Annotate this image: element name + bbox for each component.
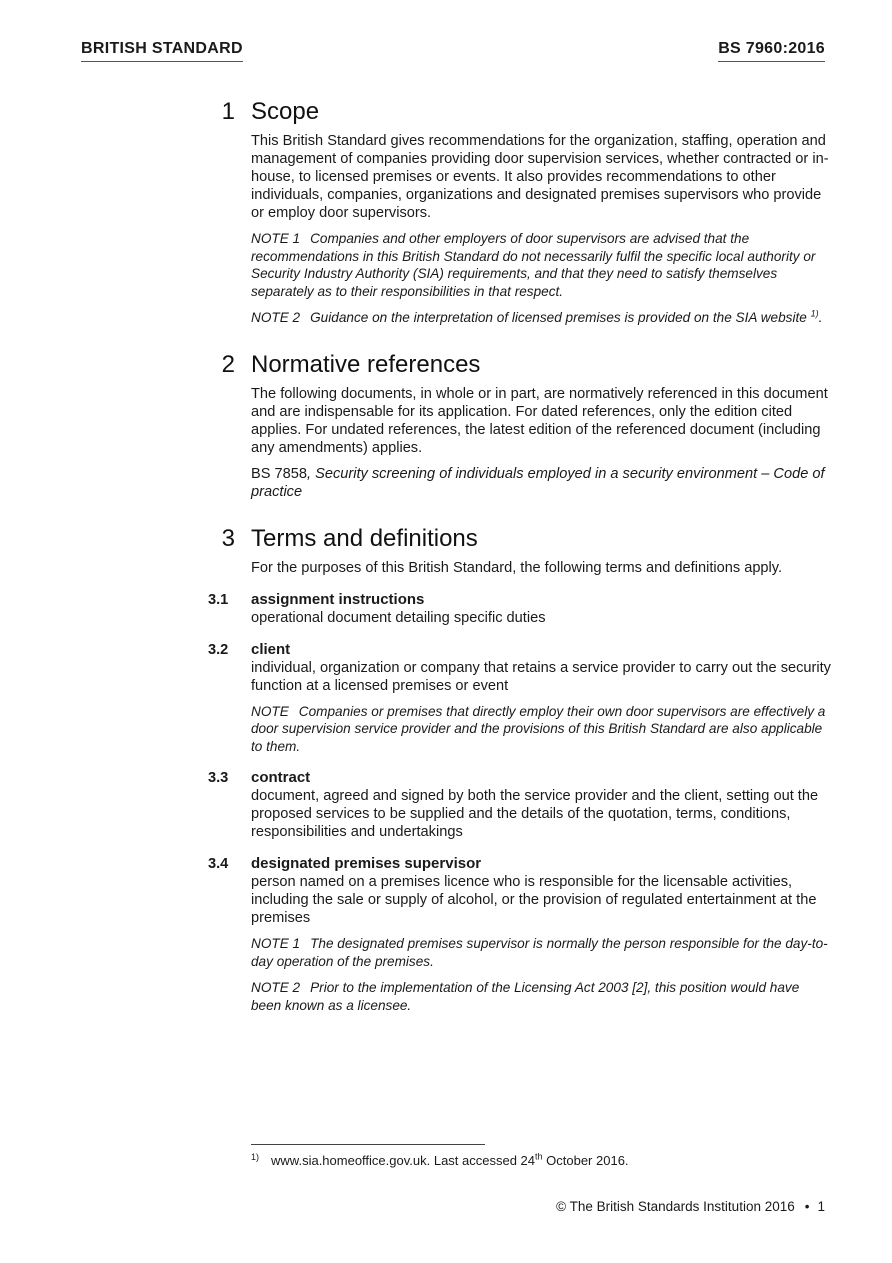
term-title: client	[251, 640, 291, 658]
note	[251, 703, 831, 756]
term-entry	[208, 640, 831, 756]
standard-type: BRITISH STANDARD	[81, 40, 243, 62]
section-normative-references	[221, 349, 831, 501]
note-label: NOTE	[251, 703, 289, 719]
main-content	[208, 96, 831, 1023]
term-title: assignment instructions	[251, 590, 425, 608]
section-title: Normative references	[251, 350, 481, 378]
note-text: Prior to the implementation of the Licensing Act 2003 [2], this position would have been known as a licensee.	[251, 980, 800, 1013]
note	[251, 230, 831, 300]
header-right	[718, 40, 825, 62]
footnote-divider	[251, 1144, 485, 1145]
section-body: The following documents, in whole or in part, are normatively referenced in this document and are indispensable for its application. For dated references, only the edition cited applies. For undated references, the latest edition of the referenced document (including any amendments) applies.	[251, 385, 828, 456]
note	[251, 979, 831, 1014]
term-entry	[208, 590, 831, 627]
note	[251, 935, 831, 970]
term-number: 3.3	[208, 770, 229, 786]
page-number: 1	[817, 1199, 825, 1214]
note-label: NOTE 2	[251, 310, 301, 325]
section-scope	[221, 96, 831, 327]
term-number: 3.2	[208, 641, 229, 658]
section-terms-definitions	[208, 523, 831, 1015]
section-heading	[221, 349, 831, 381]
section-body: This British Standard gives recommendations for the organization, staffing, operation and management of companies providing door supervision services, whether contracted or in-house, to licensed premises or events. It also provides recommendations to other individuals, companies, organizations and designated premises supervisors who provide or employ door supervisors.	[251, 133, 829, 221]
copyright: © The British Standards Institution 2016	[556, 1199, 795, 1214]
term-number: 3.4	[208, 856, 229, 872]
term-definition: individual, organization or company that retains a service provider to carry out the security function at a licensed premises or event	[251, 659, 831, 694]
reference-entry	[251, 465, 831, 501]
note-label: NOTE 1	[251, 936, 301, 951]
section-heading	[221, 523, 831, 555]
term-entry	[208, 769, 831, 841]
term-definition: operational document detailing specific duties	[251, 609, 546, 626]
section-number: 3	[221, 524, 235, 552]
term-number: 3.1	[208, 591, 229, 608]
term-definition: person named on a premises licence who is responsible for the licensable activities, including the sale or supply of alcohol, or the provision of regulated entertainment at the premises	[251, 874, 817, 926]
note-text: Companies and other employers of door supervisors are advised that the recommendations in this British Standard do not necessarily fulfil the specific local authority or Security Industry Authority (SIA) requirements, and that they need to satisfy themselves separately as to their responsibilities in that respect.	[251, 231, 816, 299]
note-end: .	[818, 310, 823, 325]
term-definition: document, agreed and signed by both the service provider and the client, setting out the proposed services to be supplied and the details of the quotation, terms, conditions, responsibilities and undertakings	[251, 788, 819, 840]
bullet-icon: •	[804, 1199, 810, 1214]
term-title: contract	[251, 769, 311, 786]
reference-title: , Security screening of individuals employed in a security environment – Code of practice	[251, 465, 825, 500]
reference-code: BS 7858	[251, 465, 307, 482]
term-entry	[208, 855, 831, 1014]
term-title: designated premises supervisor	[251, 855, 482, 872]
header-left	[81, 40, 243, 62]
footnote	[251, 1152, 629, 1170]
footnote-text-end: October 2016.	[542, 1153, 629, 1168]
footnote-ref[interactable]: 1)	[810, 308, 819, 319]
footnote-mark: 1)	[251, 1151, 260, 1162]
note	[251, 309, 831, 327]
section-number: 2	[221, 350, 235, 378]
note-text: Companies or premises that directly employ their own door supervisors are effectively a door supervision service provider and the provisions of this British Standard are also applicable to them.	[251, 703, 826, 754]
note-label: NOTE 1	[251, 231, 301, 246]
note-text: The designated premises supervisor is normally the person responsible for the day-to-day operation of the premises.	[251, 936, 828, 969]
note-text: Guidance on the interpretation of licensed premises is provided on the SIA website	[310, 310, 807, 325]
footnote-superscript: th	[535, 1151, 543, 1162]
note-label: NOTE 2	[251, 980, 301, 995]
page-footer	[556, 1198, 825, 1216]
section-heading	[221, 96, 831, 128]
standard-number: BS 7960:2016	[718, 40, 825, 62]
section-title: Terms and definitions	[251, 524, 478, 552]
footnote-text: www.sia.homeoffice.gov.uk. Last accessed 24	[271, 1153, 536, 1168]
section-title: Scope	[251, 98, 320, 125]
section-number: 1	[221, 98, 235, 125]
section-body: For the purposes of this British Standard, the following terms and definitions apply.	[251, 559, 783, 576]
